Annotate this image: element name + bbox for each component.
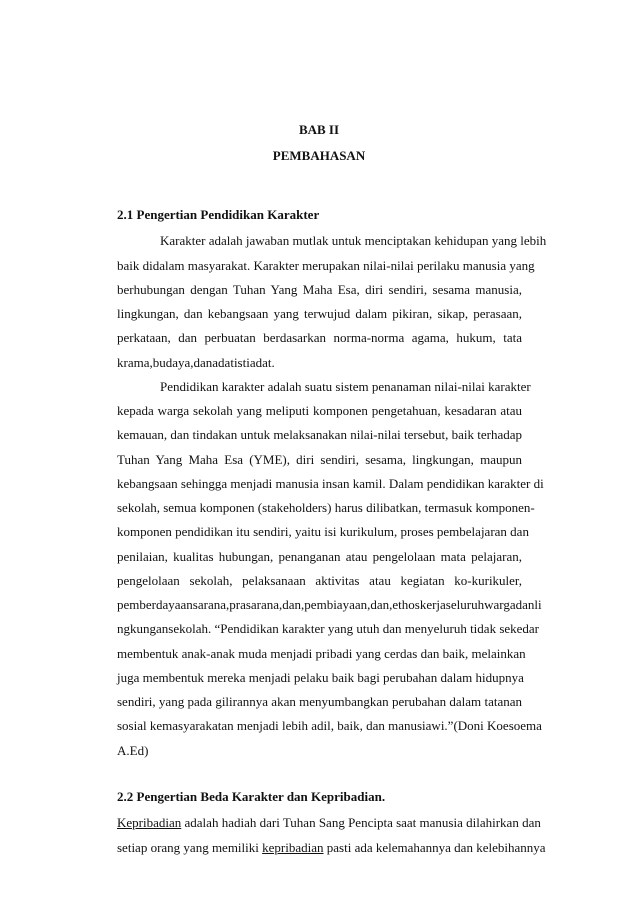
paragraph-line: kebangsaan sehingga menjadi manusia insan kamil. Dalam pendidikan karakter di <box>117 476 544 491</box>
line-text: setiap orang yang memiliki <box>117 840 263 855</box>
paragraph-line <box>117 815 541 831</box>
paragraph-line: Karakter adalah jawaban mutlak untuk menciptakan kehidupan yang lebih <box>160 233 547 248</box>
paragraph-line: baik didalam masyarakat. Karakter merupakan nilai-nilai perilaku manusia yang <box>117 258 535 273</box>
paragraph-line: lingkungan, dan kebangsaan yang terwujud dalam pikiran, sikap, perasaan, <box>117 306 522 321</box>
paragraph-line: sendiri, yang pada gilirannya akan menyumbangkan perubahan dalam tatanan <box>117 694 522 709</box>
paragraph-line: perkataan, dan perbuatan berdasarkan norma-norma agama, hukum, tata <box>117 330 522 345</box>
paragraph-line: penilaian, kualitas hubungan, penanganan atau pengelolaan mata pelajaran, <box>117 549 522 564</box>
paragraph-line: krama,budaya,danadatistiadat. <box>117 355 275 370</box>
paragraph-line: berhubungan dengan Tuhan Yang Maha Esa, diri sendiri, sesama manusia, <box>117 282 522 297</box>
paragraph-line: juga membentuk mereka menjadi pelaku baik bagi perubahan dalam hidupnya <box>117 670 524 685</box>
section-heading-2-2: 2.2 Pengertian Beda Karakter dan Kepribadian. <box>117 789 386 804</box>
paragraph-line: A.Ed) <box>117 743 149 758</box>
paragraph-line: sekolah, semua komponen (stakeholders) harus dilibatkan, termasuk komponen- <box>117 500 535 515</box>
paragraph-line: pemberdayaansarana,prasarana,dan,pembiayaan,dan,ethoskerjaseluruhwargadanli <box>117 597 542 612</box>
section-heading-2-1: 2.1 Pengertian Pendidikan Karakter <box>117 207 320 222</box>
chapter-number: BAB II <box>298 122 340 137</box>
line-text: pasti ada kelemahannya dan kelebihannya <box>323 840 546 855</box>
paragraph-line: pengelolaan sekolah, pelaksanaan aktivitas atau kegiatan ko-kurikuler, <box>117 573 522 588</box>
paragraph-line: sosial kemasyarakatan menjadi lebih adil, baik, dan manusiawi.”(Doni Koesoema <box>117 718 542 733</box>
line-text: adalah hadiah dari Tuhan Sang Pencipta saat manusia dilahirkan dan <box>181 815 541 830</box>
paragraph-line: kepada warga sekolah yang meliputi komponen pengetahuan, kesadaran atau <box>117 403 522 418</box>
paragraph-line: komponen pendidikan itu sendiri, yaitu isi kurikulum, proses pembelajaran dan <box>117 524 529 539</box>
paragraph-line: membentuk anak-anak muda menjadi pribadi yang cerdas dan baik, melainkan <box>117 646 526 661</box>
kepribadian-link[interactable]: kepribadian <box>262 840 324 855</box>
chapter-title: PEMBAHASAN <box>272 148 366 163</box>
paragraph-line: Pendidikan karakter adalah suatu sistem penanaman nilai-nilai karakter <box>160 379 531 394</box>
paragraph-line: ngkungansekolah. “Pendidikan karakter yang utuh dan menyeluruh tidak sekedar <box>117 621 540 636</box>
paragraph-line: Tuhan Yang Maha Esa (YME), diri sendiri, sesama, lingkungan, maupun <box>117 452 522 467</box>
kepribadian-link[interactable]: Kepribadian <box>117 815 182 830</box>
paragraph-line <box>117 840 546 856</box>
paragraph-line: kemauan, dan tindakan untuk melaksanakan nilai-nilai tersebut, baik terhadap <box>117 427 523 442</box>
